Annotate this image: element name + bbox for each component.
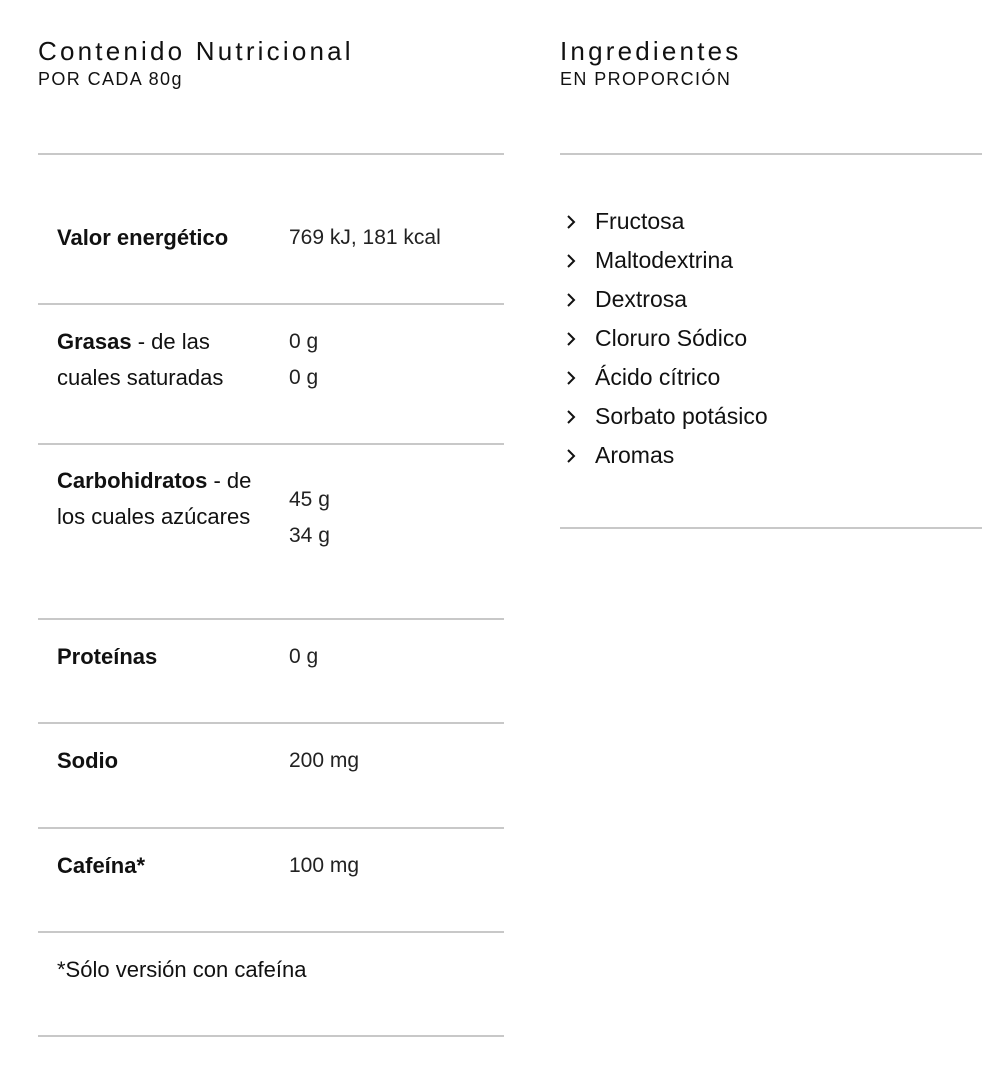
divider	[38, 827, 504, 829]
nutrition-subtitle: POR CADA 80g	[38, 69, 183, 89]
nutrient-label	[57, 324, 267, 396]
nutrient-value: 100 mg	[289, 854, 360, 877]
ingredient-label: Aromas	[595, 442, 675, 468]
nutrient-value: 200 mg	[289, 749, 360, 772]
nutrient-label	[57, 639, 267, 675]
nutrient-detail: - de los cuales azúcares	[57, 468, 252, 529]
nutrient-name: Sodio	[57, 748, 119, 773]
nutrient-name: Grasas	[57, 329, 132, 354]
nutrient-values	[289, 220, 504, 256]
chevron-right-icon	[565, 331, 577, 347]
ingredient-label: Dextrosa	[595, 286, 688, 312]
nutrient-label	[57, 743, 267, 779]
ingredient-label: Cloruro Sódico	[595, 325, 748, 351]
divider	[38, 153, 504, 155]
nutrient-values	[289, 848, 504, 884]
chevron-right-icon	[565, 370, 577, 386]
chevron-right-icon	[565, 253, 577, 269]
nutrient-values	[289, 482, 504, 554]
ingredients-title: Ingredientes	[560, 36, 742, 66]
nutrient-values	[289, 639, 504, 675]
nutrient-value: 45 g	[289, 488, 330, 511]
ingredient-label: Fructosa	[595, 208, 685, 234]
divider	[38, 443, 504, 445]
chevron-right-icon	[565, 448, 577, 464]
ingredient-label: Sorbato potásico	[595, 403, 768, 429]
nutrient-name: Carbohidratos	[57, 468, 208, 493]
nutrient-values	[289, 324, 504, 396]
nutrient-value: 769 kJ, 181 kcal	[289, 226, 441, 249]
ingredients-subtitle: EN PROPORCIÓN	[560, 69, 732, 89]
nutrient-value: 0 g	[289, 366, 319, 389]
divider	[38, 303, 504, 305]
nutrient-values	[289, 743, 504, 779]
ingredient-label: Ácido cítrico	[595, 364, 721, 390]
nutrition-title: Contenido Nutricional	[38, 36, 354, 66]
divider	[38, 1035, 504, 1037]
nutrient-name: Proteínas	[57, 644, 158, 669]
caffeine-footnote: *Sólo versión con cafeína	[57, 957, 307, 982]
nutrient-label	[57, 463, 267, 535]
ingredient-label: Maltodextrina	[595, 247, 734, 273]
nutrient-value: 0 g	[289, 645, 319, 668]
divider	[560, 153, 982, 155]
divider	[560, 527, 982, 529]
chevron-right-icon	[565, 214, 577, 230]
nutrient-value: 34 g	[289, 524, 330, 547]
divider	[38, 931, 504, 933]
divider	[38, 722, 504, 724]
nutrient-value: 0 g	[289, 330, 319, 353]
chevron-right-icon	[565, 409, 577, 425]
nutrient-label	[57, 220, 267, 256]
nutrient-name: Cafeína*	[57, 853, 146, 878]
nutrient-name: Valor energético	[57, 225, 229, 250]
divider	[38, 618, 504, 620]
chevron-right-icon	[565, 292, 577, 308]
nutrient-detail: - de las cuales saturadas	[57, 329, 224, 390]
nutrient-label	[57, 848, 267, 884]
